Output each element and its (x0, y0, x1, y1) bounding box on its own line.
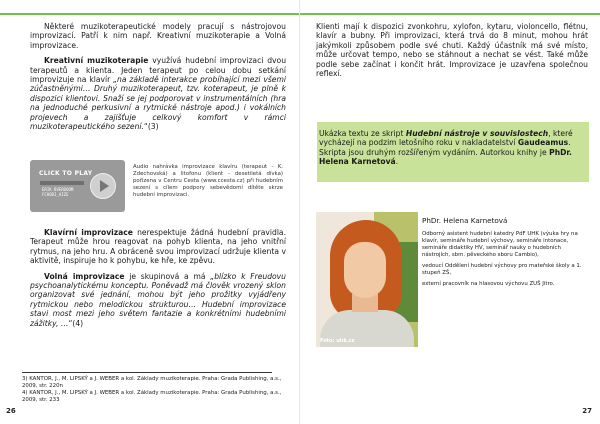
paragraph-clients: Klienti mají k dispozici zvonkohru, xylofon, kytaru, violoncello, flétnu, klavír a bubny. Při improvizaci, která trvá do 8 minut, mohou hrát jakýmkoli způsobem podle své chuti. Každý účastník má své místo, může určovat tempo, nebo se stáhnout a nechat se vést. Také může podle sebe začínat i končit hrát. Improvizace je uzavřena společnou reflexí. (316, 22, 588, 79)
audio-caption: Audio nahrávka improvizace klavíru (terapeut - K. Zdechovská) a litofonu (klient - desetiletá dívka) pořízena v Centru Cesta (www.ccesta.cz) při hudebním sezení s cílem podpory sebevědomí dítěte skrze hudební improvizaci. (133, 164, 283, 198)
author-photo (316, 212, 418, 347)
play-icon[interactable] (90, 173, 116, 199)
top-divider-right (300, 13, 600, 15)
paragraph-intro: Některé muzikoterapeutické modely pracují s nástrojovou improvizací. Patří k nim např. Kreativní muzikoterapie a Volná improvizace. (30, 22, 286, 50)
left-text-top (30, 22, 286, 137)
paragraph-free: Volná improvizace je skupinová a má „blízko k Freudovu psychoanalytickému konceptu. Poněvadž má člověk vrozený sklon organizovat své jednání, mohou být jeho prožitky vyjádřeny rytmickou nebo melodickou strukturou… Hudební improvizace stavi most mezi jeho světem fantazie a konkrétními hudebními zážitky, …“(4) (30, 271, 286, 328)
top-divider-left (0, 13, 300, 15)
click-to-play-label: CLICK TO PLAY (39, 170, 93, 177)
bio-line-1: Odborný asistent hudební katedry PdF UHK (výuka hry na klavír, semináře hudební výchovy, semináře intonace, semináře didaktiky HV, seminář nauky o hudebních nástrojích, sbm. pěveckého sboru Cambio), (422, 231, 578, 258)
page-number-right: 27 (582, 407, 592, 415)
right-text-top (316, 22, 588, 84)
paragraph-piano: Klavírní improvizace nerespektuje žádná hudební pravidla. Terapeut může hrou reagovat na pohyb klienta, na jeho vnitřní rytmus, na jeho hru. A obráceně svou improvizací udržuje klienta v aktivitě, inspiruje ho k pohybu, ke hře, ke zpěvu. (30, 228, 286, 266)
footnote-3: 3) KANTOR, J., M. LIPSKÝ a J. WEBER a kol. Základy muzikoterapie. Praha: Grada Publishing, a.s., 2009, str. 220n (22, 376, 282, 389)
audio-player[interactable] (30, 160, 125, 212)
footnotes (22, 376, 282, 404)
player-bar (40, 181, 84, 185)
paragraph-creative: Kreativní muzikoterapie využívá hudební improvizaci dvou terapeutů a klienta. Jeden terapeut po celou dobu setkání improvizuje na klavír „na základě interakce probíhající mezi všemi zúčastněnými… Druhý muzikoterapeut, tzv. koterapeut, je plně k dispozici klientovi. Snaží se jej podporovat v instrumentálních (hra na jednoduché perkusivní a rytmické nástroje apod.) i vokálních projevech a zajišťuje celkový komfort v rámci muzikoterapeutického sezení.“(3) (30, 56, 287, 132)
bio-line-2: vedoucí Oddělení hudební výchovy pro mateřské školy a 1. stupeň ZŠ, (422, 263, 582, 276)
book-info-text: Ukázka textu ze skript Hudební nástroje v souvislostech, které vycházejí na podzim letošního roku v nakladatelství Gaudeamus. Skripta jsou druhým rozšířeným vydáním. Autorkou knihy je PhDr. Helena Karnetová. (319, 129, 573, 167)
author-bio (422, 216, 586, 292)
footnote-4: 4) KANTOR, J., M. LIPSKÝ a J. WEBER a kol. Základy muzikoterapie. Praha: Grada Publishing, a.s., 2009, str. 233 (22, 390, 282, 403)
player-subtitle: ERIK BVERDOOM FCHODI_AIZE (42, 187, 74, 197)
footnote-rule (22, 372, 272, 373)
right-page (300, 0, 600, 424)
left-text-bottom (30, 228, 286, 334)
page-number-left: 26 (6, 407, 16, 415)
bio-line-3: externí pracovník na hlasovou výchovu ZUŠ Jitro. (422, 281, 555, 287)
photo-credit: Foto: uhk.cz (320, 338, 355, 344)
author-name: PhDr. Helena Karnetová (422, 216, 508, 225)
